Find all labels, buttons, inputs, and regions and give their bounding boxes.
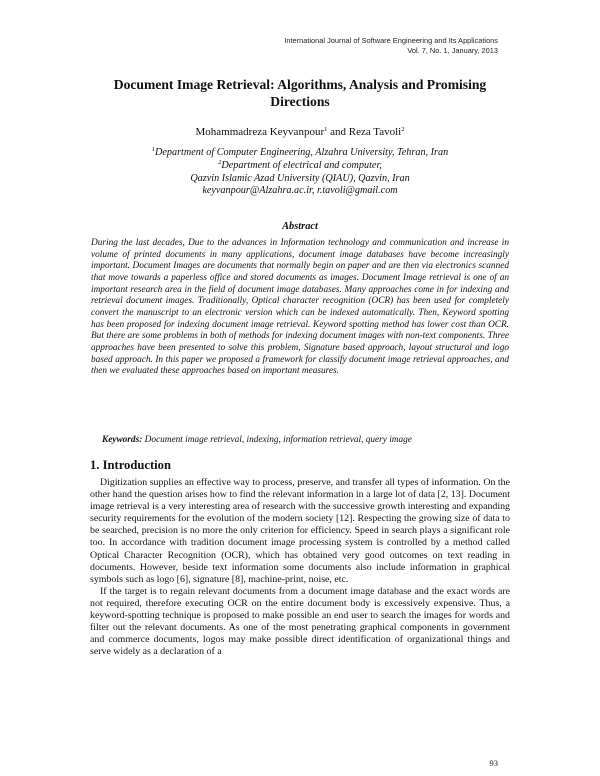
author-emails: keyvanpour@Alzahra.ac.ir, r.tavoli@gmail.com: [202, 185, 398, 197]
keywords-text: Document image retrieval, indexing, information retrieval, query image: [142, 435, 412, 445]
title-line-2: Directions: [270, 94, 330, 109]
paper-title: [98, 76, 502, 110]
keywords: [102, 434, 512, 446]
author-name: Mohammadreza Keyvanpour: [195, 126, 325, 138]
journal-name: International Journal of Software Engineering and Its Applications: [284, 36, 498, 45]
title-line-1: Document Image Retrieval: Algorithms, Analysis and Promising: [113, 77, 487, 92]
author-affiliation-mark: 2: [401, 126, 405, 133]
affiliation-2: $^2$Department of electrical and computer,: [218, 158, 382, 171]
author-joiner: and: [327, 126, 349, 138]
affiliation-2-line-2: Qazvin Islamic Azad University (QIAU), Qazvin, Iran: [190, 172, 410, 184]
author-name: Reza Tavoli: [348, 126, 402, 138]
author-affiliation-mark: 1: [324, 126, 328, 133]
section-heading: 1. Introduction: [90, 458, 171, 472]
page-number: 93: [489, 758, 498, 768]
abstract-heading: Abstract: [282, 221, 318, 232]
paragraph: Digitization supplies an effective way to process, preserve, and transfer all types of information. On the other hand the question arises how to find the relevant information in a large lot of data [2, 13]. Document image retrieval is a very interesting area of research with the successive growth interesting and expanding security requirements for the evolution of the modern society [12]. Respecting the growing size of data to be searched, precision is no more the only criterion for efficiency. Speed in search plays a significant role too. In accordance with tradition document image processing system is controlled by a method called Optical Character Recognition (OCR), which has obtained very good outcomes on text reading in documents. However, beside text information some documents also include information in graphical symbols such as logo [6], signature [8], machine-print, noise, etc.: [90, 477, 510, 585]
affiliation-1: $^1$Department of Computer Engineering, Alzahra University, Tehran, Iran: [151, 146, 449, 158]
journal-header: [284, 36, 498, 56]
author-list: [98, 126, 502, 139]
paragraph: If the target is to regain relevant documents from a document image database and the exact words are not required, therefore executing OCR on the entire document body is excessively expensive. Thus, a keyword-spotting technique is proposed to make possible an end user to search the images for words and filter out the relevant documents. As one of the most penetrating graphical components in government and commerce documents, logos may make possible direct identification of organizational things and serve widely as a declaration of a: [90, 585, 510, 658]
section-body: [90, 477, 510, 658]
affiliations: [98, 147, 502, 198]
keywords-label: Keywords:: [102, 435, 143, 445]
journal-volume: Vol. 7, No. 1, January, 2013: [407, 46, 498, 55]
abstract-text: During the last decades, Due to the advances in Information technology and communication and increase in volume of printed documents in many applications, document image databases have become increasingly important. Document Images are documents that normally begin on paper and are then via electronics scanned that move towards a paperless office and stored documents as images. Document Image retrieval is one of an important research area in the field of document image databases. Many approaches come in for indexing and retrieval document images. Traditionally, Optical character recognition (OCR) has been used for completely convert the manuscript to an electronic version which can be indexed automatically. Then, Keyword spotting has been proposed for indexing document image retrieval. Keyword spotting method has lower cost than OCR. But there are some problems in both of methods for indexing document images with non-text components. Three approaches have been presented to solve this problem, Signature based approach, layout structural and logo based approach. In this paper we proposed a framework for classify document image retrieval approaches, and then we evaluated these approaches based on important measures.: [91, 238, 509, 377]
